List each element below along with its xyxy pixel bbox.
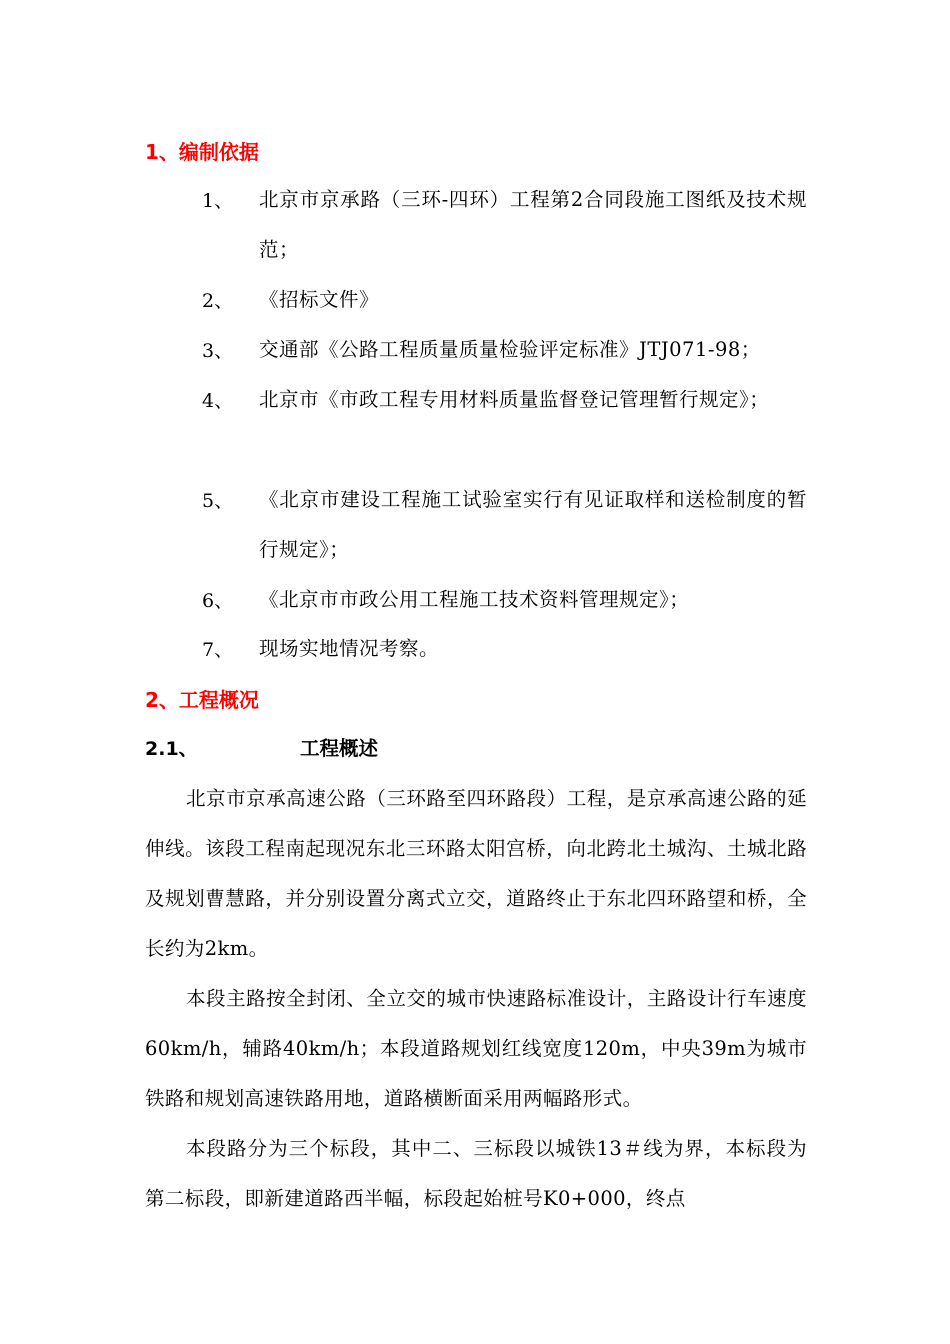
paragraph-2: 本段主路按全封闭、全立交的城市快速路标准设计，主路设计行车速度60km/h，辅路40km/h；本段道路规划红线宽度120m，中央39m为城市铁路和规划高速铁路用地，道路横断面采用两幅路形式。 — [145, 987, 807, 1110]
list-item-4-text: 北京市《市政工程专用材料质量监督登记管理暂行规定》； — [259, 388, 770, 411]
section-2-heading: 2、工程概况 — [145, 688, 259, 712]
list-item-2-number: 2、 — [202, 290, 234, 312]
list-item-2-text: 《招标文件》 — [259, 288, 380, 311]
list-item-1-text: 北京市京承路（三环-四环）工程第2合同段施工图纸及技术规范； — [259, 188, 807, 261]
paragraph-3: 本段路分为三个标段，其中二、三标段以城铁13＃线为界，本标段为第二标段，即新建道路西半幅，标段起始桩号K0+000，终点 — [145, 1137, 807, 1210]
list-item-5-number: 5、 — [202, 490, 234, 512]
list-item-6-number: 6、 — [202, 590, 234, 612]
list-item-4-number: 4、 — [202, 390, 234, 412]
list-item-7-text: 现场实地情况考察。 — [259, 637, 440, 660]
subsection-number: 2.1、 — [145, 738, 198, 760]
subsection-title: 工程概述 — [300, 737, 379, 760]
paragraph-1: 北京市京承高速公路（三环路至四环路段）工程，是京承高速公路的延伸线。该段工程南起现况东北三环路太阳宫桥，向北跨北土城沟、土城北路及规划曹慧路，并分别设置分离式立交，道路终止于东北四环路望和桥，全长约为2km。 — [145, 787, 807, 960]
list-item-3-text: 交通部《公路工程质量质量检验评定标准》JTJ071-98； — [259, 338, 761, 361]
list-item-3-number: 3、 — [202, 340, 234, 362]
section-1-heading: 1、编制依据 — [145, 140, 259, 164]
list-item-1-number: 1、 — [202, 190, 234, 212]
list-item-7-number: 7、 — [202, 639, 234, 661]
list-item-5-text: 《北京市建设工程施工试验室实行有见证取样和送检制度的暂行规定》； — [259, 488, 807, 561]
list-item-6-text: 《北京市市政公用工程施工技术资料管理规定》； — [259, 588, 690, 611]
